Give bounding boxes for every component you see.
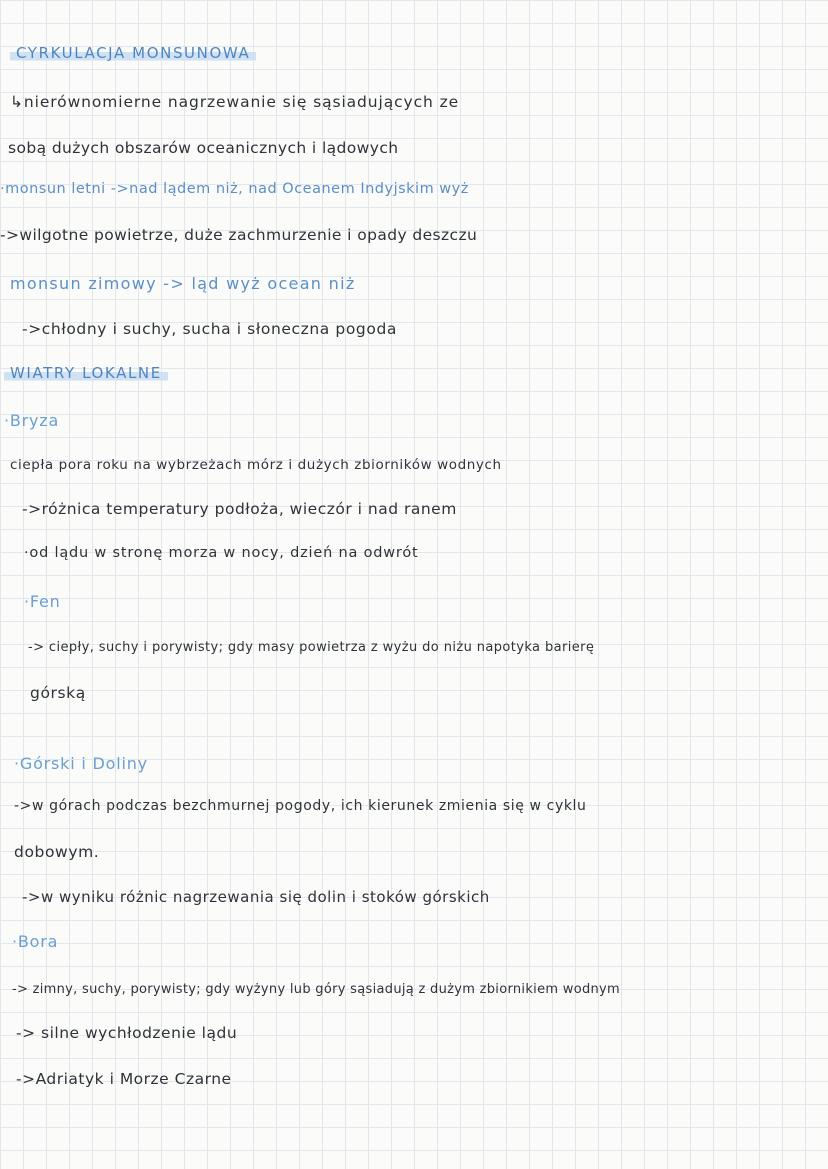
heading-wiatry-lokalne: WIATRY LOKALNE [4,364,168,382]
heading-cyrkulacja-monsunowa: CYRKULACJA MONSUNOWA [10,44,256,62]
subheading-bora: ·Bora [12,932,59,951]
note-line: ->wilgotne powietrze, duże zachmurzenie i opady deszczu [0,226,478,244]
note-line: ->różnica temperatury podłoża, wieczór i nad ranem [22,500,457,518]
note-line: ->w wyniku różnic nagrzewania się dolin i stoków górskich [22,888,490,906]
subheading-gorski-i-doliny: ·Górski i Doliny [14,754,148,773]
note-line: -> zimny, suchy, porywisty; gdy wyżyny lub góry sąsiadują z dużym zbiornikiem wodnym [12,982,621,997]
subheading-fen: ·Fen [24,592,61,611]
note-line: ↳nierównomierne nagrzewanie się sąsiadujących ze [10,93,460,111]
note-line: ciepła pora roku na wybrzeżach mórz i dużych zbiorników wodnych [10,457,502,473]
note-line: ->Adriatyk i Morze Czarne [16,1070,232,1088]
note-line-monsun-zimowy: monsun zimowy -> ląd wyż ocean niż [10,274,356,293]
note-line: -> ciepły, suchy i porywisty; gdy masy powietrza z wyżu do niżu napotyka barierę [28,640,595,655]
subheading-bryza: ·Bryza [4,411,60,430]
note-line: -> silne wychłodzenie lądu [16,1024,238,1042]
note-line-monsun-letni: ·monsun letni ->nad lądem niż, nad Oceanem Indyjskim wyż [0,181,469,197]
note-line: ->w górach podczas bezchmurnej pogody, ich kierunek zmienia się w cyklu [14,798,587,814]
note-line: sobą dużych obszarów oceanicznych i lądowych [8,139,399,157]
note-line: ·od lądu w stronę morza w nocy, dzień na odwrót [24,545,419,561]
note-line: ->chłodny i suchy, sucha i słoneczna pogoda [22,320,397,338]
note-line: dobowym. [14,843,100,861]
note-line: górską [30,684,86,702]
